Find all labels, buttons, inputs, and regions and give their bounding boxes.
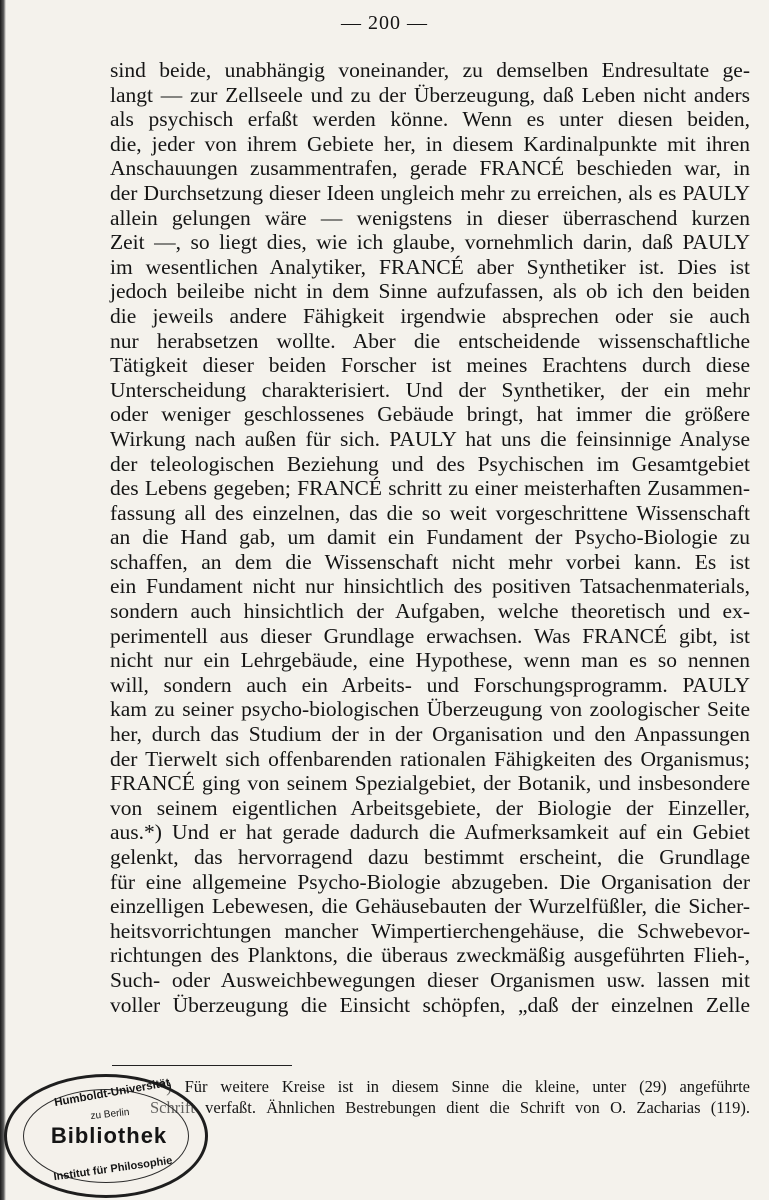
text-line: der teleologischen Beziehung und des Psychischen im Gesamtgebiet <box>110 451 750 476</box>
text-line: der Durchsetzung dieser Ideen ungleich mehr zu erreichen, als es PAULY <box>110 180 750 205</box>
text-line: von seinem eigentlichen Arbeitsgebiete, der Biologie der Einzeller, <box>110 795 750 820</box>
text-line: Zeit —, so liegt dies, wie ich glaube, vornehmlich darin, daß PAULY <box>110 230 750 255</box>
text-line: die, jeder von ihrem Gebiete her, in diesem Kardinalpunkte mit ihren <box>110 131 750 156</box>
text-line: FRANCÉ ging von seinem Spezialgebiet, der Botanik, und insbesondere <box>110 771 750 796</box>
text-line: nur herabsetzen wollte. Aber die entscheidende wissenschaftliche <box>110 328 750 353</box>
text-line: Wirkung nach außen für sich. PAULY hat uns die feinsinnige Analyse <box>110 426 750 451</box>
body-text <box>110 58 750 1017</box>
text-line: nicht nur ein Lehrgebäude, eine Hypothese, wenn man es so nennen <box>110 648 750 673</box>
text-line: einzelligen Lebewesen, die Gehäusebauten der Wurzelfüßler, die Sicher- <box>110 894 750 919</box>
text-line: im wesentlichen Analytiker, FRANCÉ aber Synthetiker ist. Dies ist <box>110 254 750 279</box>
text-line: die jeweils andere Fähigkeit irgendwie absprechen oder sie auch <box>110 303 750 328</box>
page-edge-shadow <box>0 0 6 1200</box>
text-line: schaffen, an dem die Wissenschaft nicht mehr vorbei kann. Es ist <box>110 549 750 574</box>
text-line: des Lebens gegeben; FRANCÉ schritt zu einer meisterhaften Zusammen- <box>110 476 750 501</box>
text-line: gelenkt, das hervorragend dazu bestimmt erscheint, die Grundlage <box>110 845 750 869</box>
library-stamp <box>4 1074 208 1198</box>
text-line: will, sondern auch ein Arbeits- und Forschungsprogramm. PAULY <box>110 672 750 697</box>
text-line: allein gelungen wäre — wenigstens in dieser überraschend kurzen <box>110 205 750 230</box>
text-line: langt — zur Zellseele und zu der Überzeugung, daß Leben nicht anders <box>110 82 750 107</box>
text-line: oder weniger geschlossenes Gebäude bringt, hat immer die größere <box>110 402 750 427</box>
text-line: der Tierwelt sich offenbarenden rationalen Fähigkeiten des Organismus; <box>110 746 750 771</box>
text-line: jedoch beileibe nicht in dem Sinne aufzufassen, als ob ich den beiden <box>110 279 750 304</box>
text-line: ein Fundament nicht nur hinsichtlich des positiven Tatsachenmaterials, <box>110 574 750 599</box>
text-line: für eine allgemeine Psycho-Biologie abzugeben. Die Organisation der <box>110 869 750 894</box>
footnote-rule <box>112 1065 292 1066</box>
footnote <box>150 1076 750 1118</box>
text-line: sind beide, unabhängig voneinander, zu demselben Endresultate ge- <box>110 58 750 82</box>
text-line: an die Hand gab, um damit ein Fundament der Psycho-Biologie zu <box>110 525 750 550</box>
stamp-city: zu Berlin <box>90 1106 130 1123</box>
text-line: her, durch das Studium der in der Organisation und den Anpassungen <box>110 722 750 747</box>
footnote-line: *) Für weitere Kreise ist in diesem Sinne die kleine, unter (29) angeführte <box>158 1077 750 1096</box>
footnote-line: Schrift verfaßt. Ähnlichen Bestrebungen dient die Schrift von O. Zacharias (119). <box>150 1098 750 1117</box>
stamp-university: Humboldt-Universität <box>53 1076 171 1110</box>
stamp-institute: Institut für Philosophie <box>52 1154 174 1184</box>
text-line: als psychisch erfaßt werden könne. Wenn es unter diesen beiden, <box>110 107 750 132</box>
text-line: Anschauungen zusammentrafen, gerade FRANCÉ beschieden war, in <box>110 156 750 181</box>
text-line: Tätigkeit dieser beiden Forscher ist meines Erachtens durch diese <box>110 353 750 378</box>
text-line: sondern auch hinsichtlich der Aufgaben, welche theoretisch und ex- <box>110 599 750 624</box>
text-line: perimentell aus dieser Grundlage erwachsen. Was FRANCÉ gibt, ist <box>110 623 750 648</box>
page-number: — 200 — <box>341 12 428 34</box>
text-line: kam zu seiner psycho-biologischen Überzeugung von zoologischer Seite <box>110 697 750 722</box>
stamp-library: Bibliothek <box>50 1123 168 1148</box>
text-line: richtungen des Planktons, die überaus zweckmäßig ausgeführten Flieh-, <box>110 943 750 968</box>
text-line: fassung all des einzelnen, das die so weit vorgeschrittene Wissenschaft <box>110 500 750 525</box>
text-line: heitsvorrichtungen mancher Wimpertierchengehäuse, die Schwebevor- <box>110 918 750 943</box>
text-line: voller Überzeugung die Einsicht schöpfen, „daß der einzelnen Zelle <box>110 992 750 1017</box>
text-line: Such- oder Ausweichbewegungen dieser Organismen usw. lassen mit <box>110 967 750 992</box>
text-line: Unterscheidung charakterisiert. Und der Synthetiker, der ein mehr <box>110 377 750 402</box>
text-line: aus.*) Und er hat gerade dadurch die Aufmerksamkeit auf ein Gebiet <box>110 820 750 845</box>
